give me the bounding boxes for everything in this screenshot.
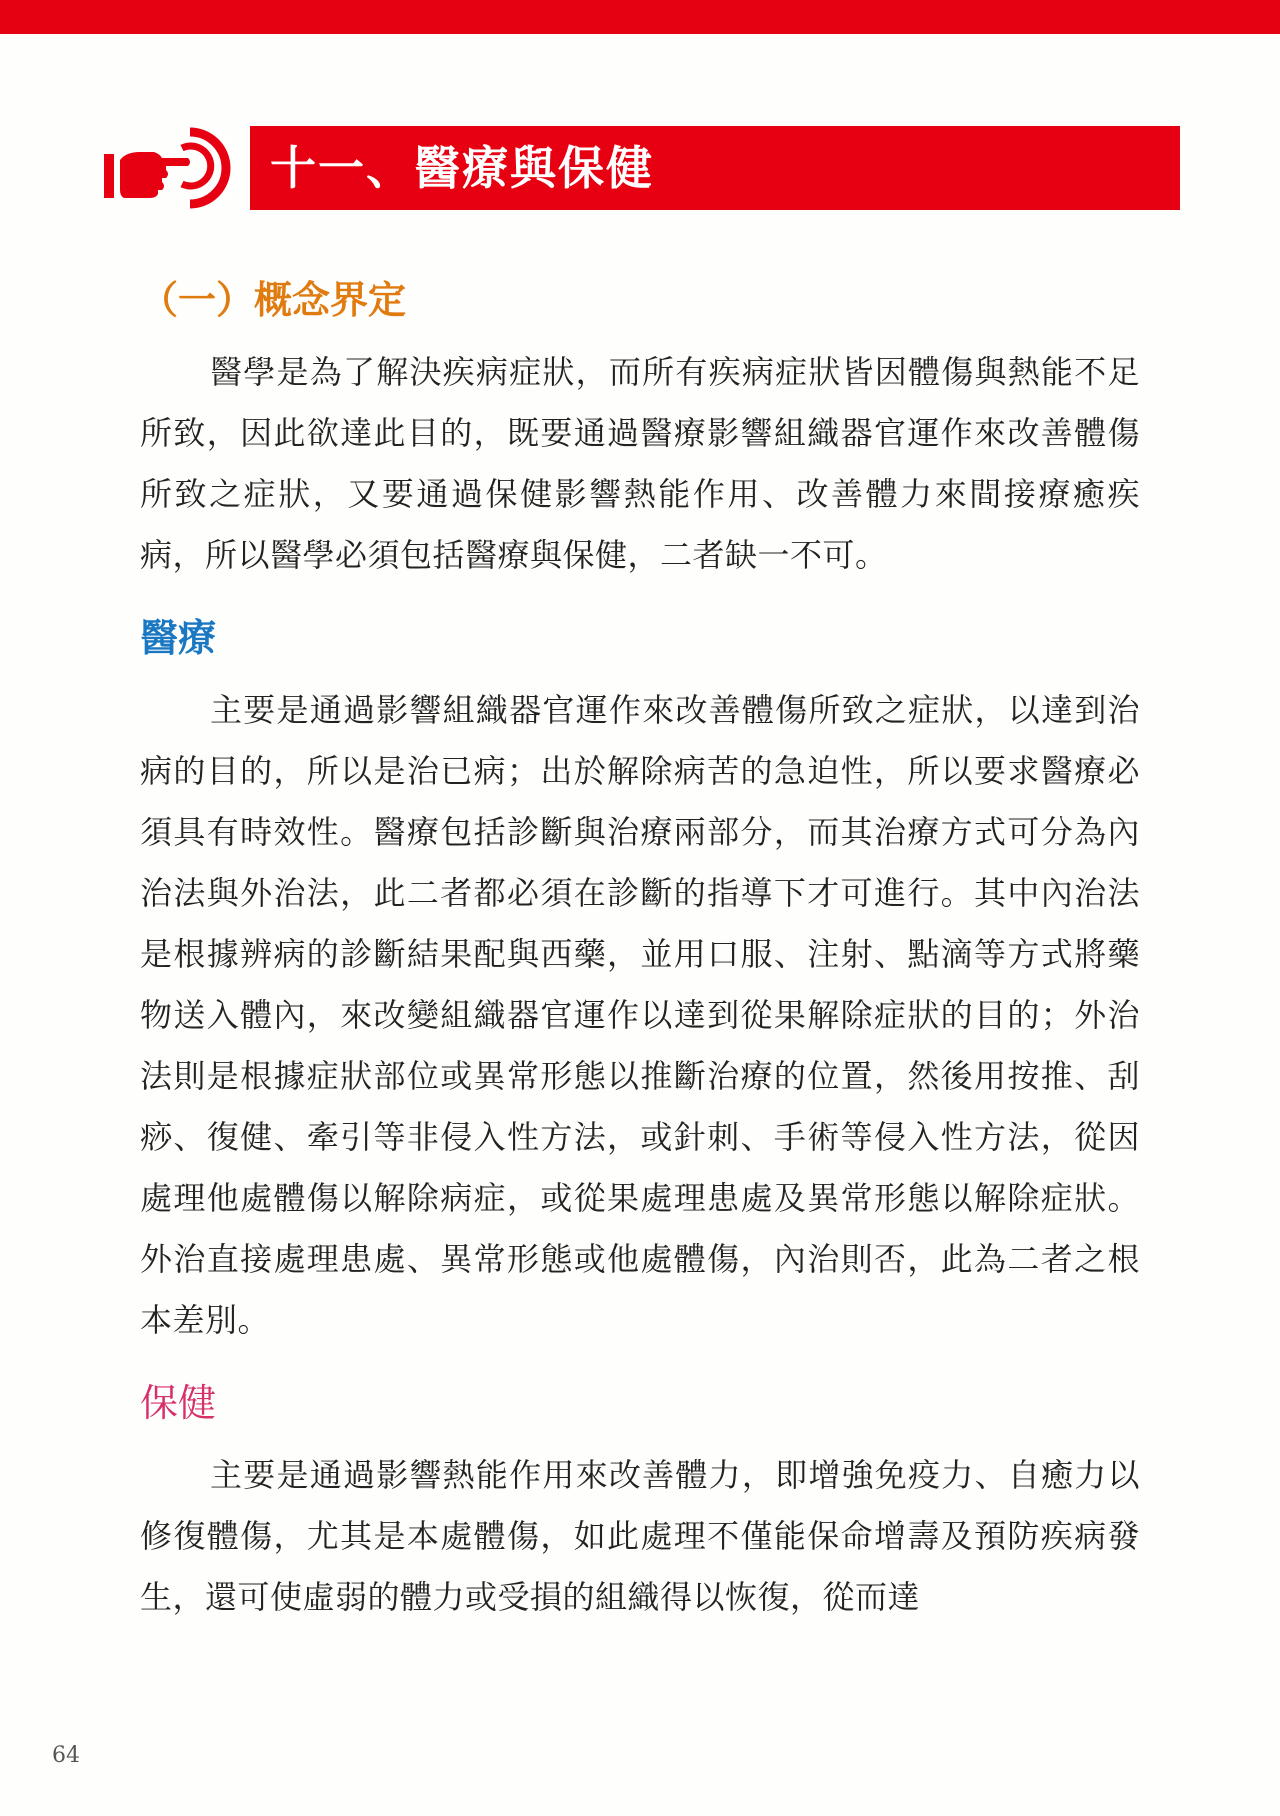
section-heading-concept: （一）概念界定: [140, 278, 407, 322]
section-heading-medical-treatment: 醫療: [140, 616, 217, 660]
paragraph-medical-treatment: 主要是通過影響組織器官運作來改善體傷所致之症狀，以達到治病的目的，所以是治已病；出於解除病苦的急迫性，所以要求醫療必須具有時效性。醫療包括診斷與治療兩部分，而其治療方式可分為內治法與外治法，此二者都必須在診斷的指導下才可進行。其中內治法是根據辨病的診斷結果配與西藥，並用口服、注射、點滴等方式將藥物送入體內，來改變組織器官運作以達到從果解除症狀的目的；外治法則是根據症狀部位或異常形態以推斷治療的位置，然後用按推、刮痧、復健、牽引等非侵入性方法，或針刺、手術等侵入性方法，從因處理他處體傷以解除病症，或從果處理患處及異常形態以解除症狀。外治直接處理患處、異常形態或他處體傷，內治則否，此為二者之根本差別。: [140, 691, 1140, 1339]
section-heading-health-care: 保健: [140, 1381, 217, 1425]
page-content: [140, 270, 1140, 1628]
chapter-title-banner: [100, 118, 1182, 218]
page-number: 64: [52, 1743, 80, 1768]
paragraph-health-care: 主要是通過影響熱能作用來改善體力，即增強免疫力、自癒力以修復體傷，尤其是本處體傷，如此處理不僅能保命增壽及預防疾病發生，還可使虛弱的體力或受損的組織得以恢復，從而達: [140, 1456, 1140, 1616]
paragraph-concept: 醫學是為了解決疾病症狀，而所有疾病症狀皆因體傷與熱能不足所致，因此欲達此目的，既要通過醫療影響組織器官運作來改善體傷所致之症狀，又要通過保健影響熱能作用、改善體力來間接療癒疾病，所以醫學必須包括醫療與保健，二者缺一不可。: [140, 353, 1140, 574]
chapter-title: 十一、醫療與保健: [270, 141, 654, 195]
top-color-bar: [0, 0, 1280, 34]
hand-pointing-target-icon: [100, 118, 260, 218]
